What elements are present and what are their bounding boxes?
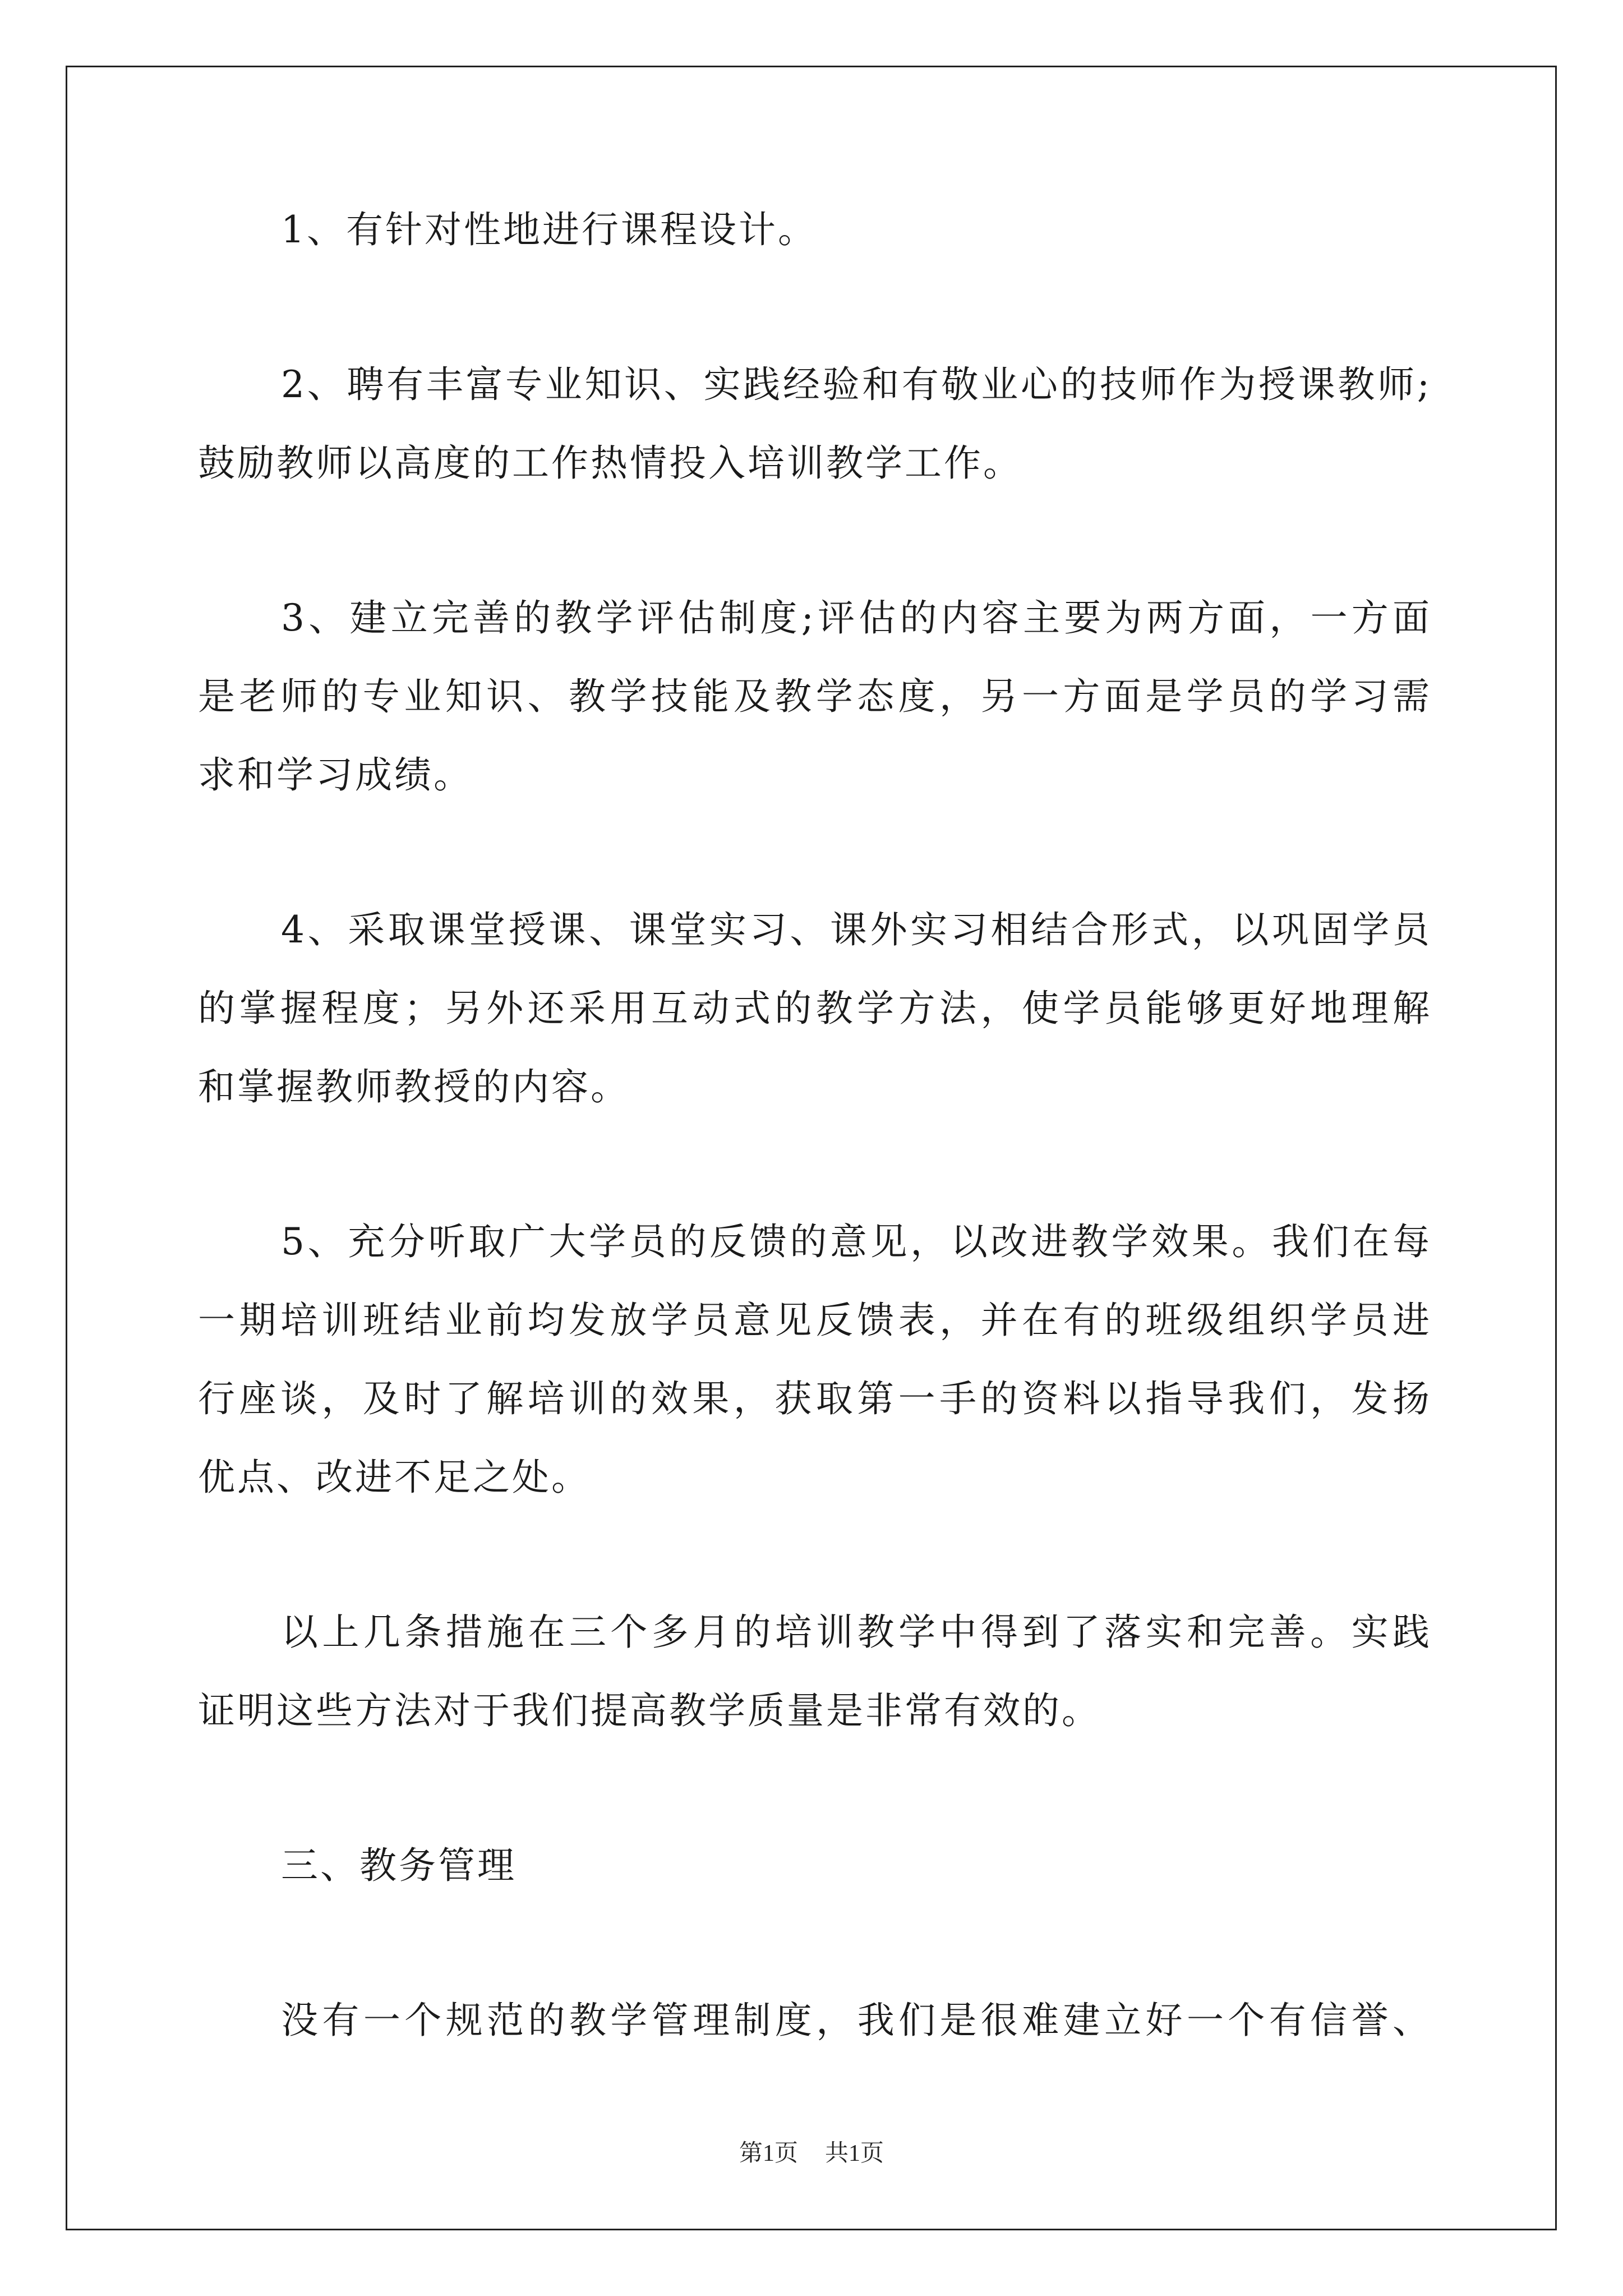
line-2: 2、聘有丰富专业知识、实践经验和有敬业心的技师作为授课教师;: [281, 363, 1432, 406]
line-11: 一期培训班结业前均发放学员意见反馈表，并在有的班级组织学员进: [198, 1299, 1432, 1342]
line-5: 是老师的专业知识、教学技能及教学态度，另一方面是学员的学习需: [198, 675, 1432, 718]
line-17: 没有一个规范的教学管理制度，我们是很难建立好一个有信誉、: [281, 1999, 1432, 2042]
line-14: 以上几条措施在三个多月的培训教学中得到了落实和完善。实践: [281, 1611, 1432, 1654]
line-12: 行座谈，及时了解培训的效果，获取第一手的资料以指导我们，发扬: [198, 1377, 1432, 1420]
line-15: 证明这些方法对于我们提高教学质量是非常有效的。: [198, 1689, 1101, 1732]
page-footer: [0, 2134, 1623, 2168]
page-number: 第1页: [739, 2141, 798, 2166]
line-6: 求和学习成绩。: [198, 753, 473, 797]
line-4: 3、建立完善的教学评估制度;评估的内容主要为两方面，一方面: [281, 596, 1432, 639]
line-9: 和掌握教师教授的内容。: [198, 1065, 630, 1108]
line-8: 的掌握程度；另外还采用互动式的教学方法，使学员能够更好地理解: [198, 987, 1432, 1030]
section-heading: 三、教务管理: [281, 1844, 517, 1887]
line-7: 4、采取课堂授课、课堂实习、课外实习相结合形式，以巩固学员: [281, 908, 1432, 951]
line-3: 鼓励教师以高度的工作热情投入培训教学工作。: [198, 441, 1022, 485]
page-total: 共1页: [825, 2141, 884, 2166]
line-10: 5、充分听取广大学员的反馈的意见，以改进教学效果。我们在每: [281, 1220, 1432, 1263]
line-13: 优点、改进不足之处。: [198, 1456, 591, 1499]
line-1: 1、有针对性地进行课程设计。: [281, 208, 817, 251]
